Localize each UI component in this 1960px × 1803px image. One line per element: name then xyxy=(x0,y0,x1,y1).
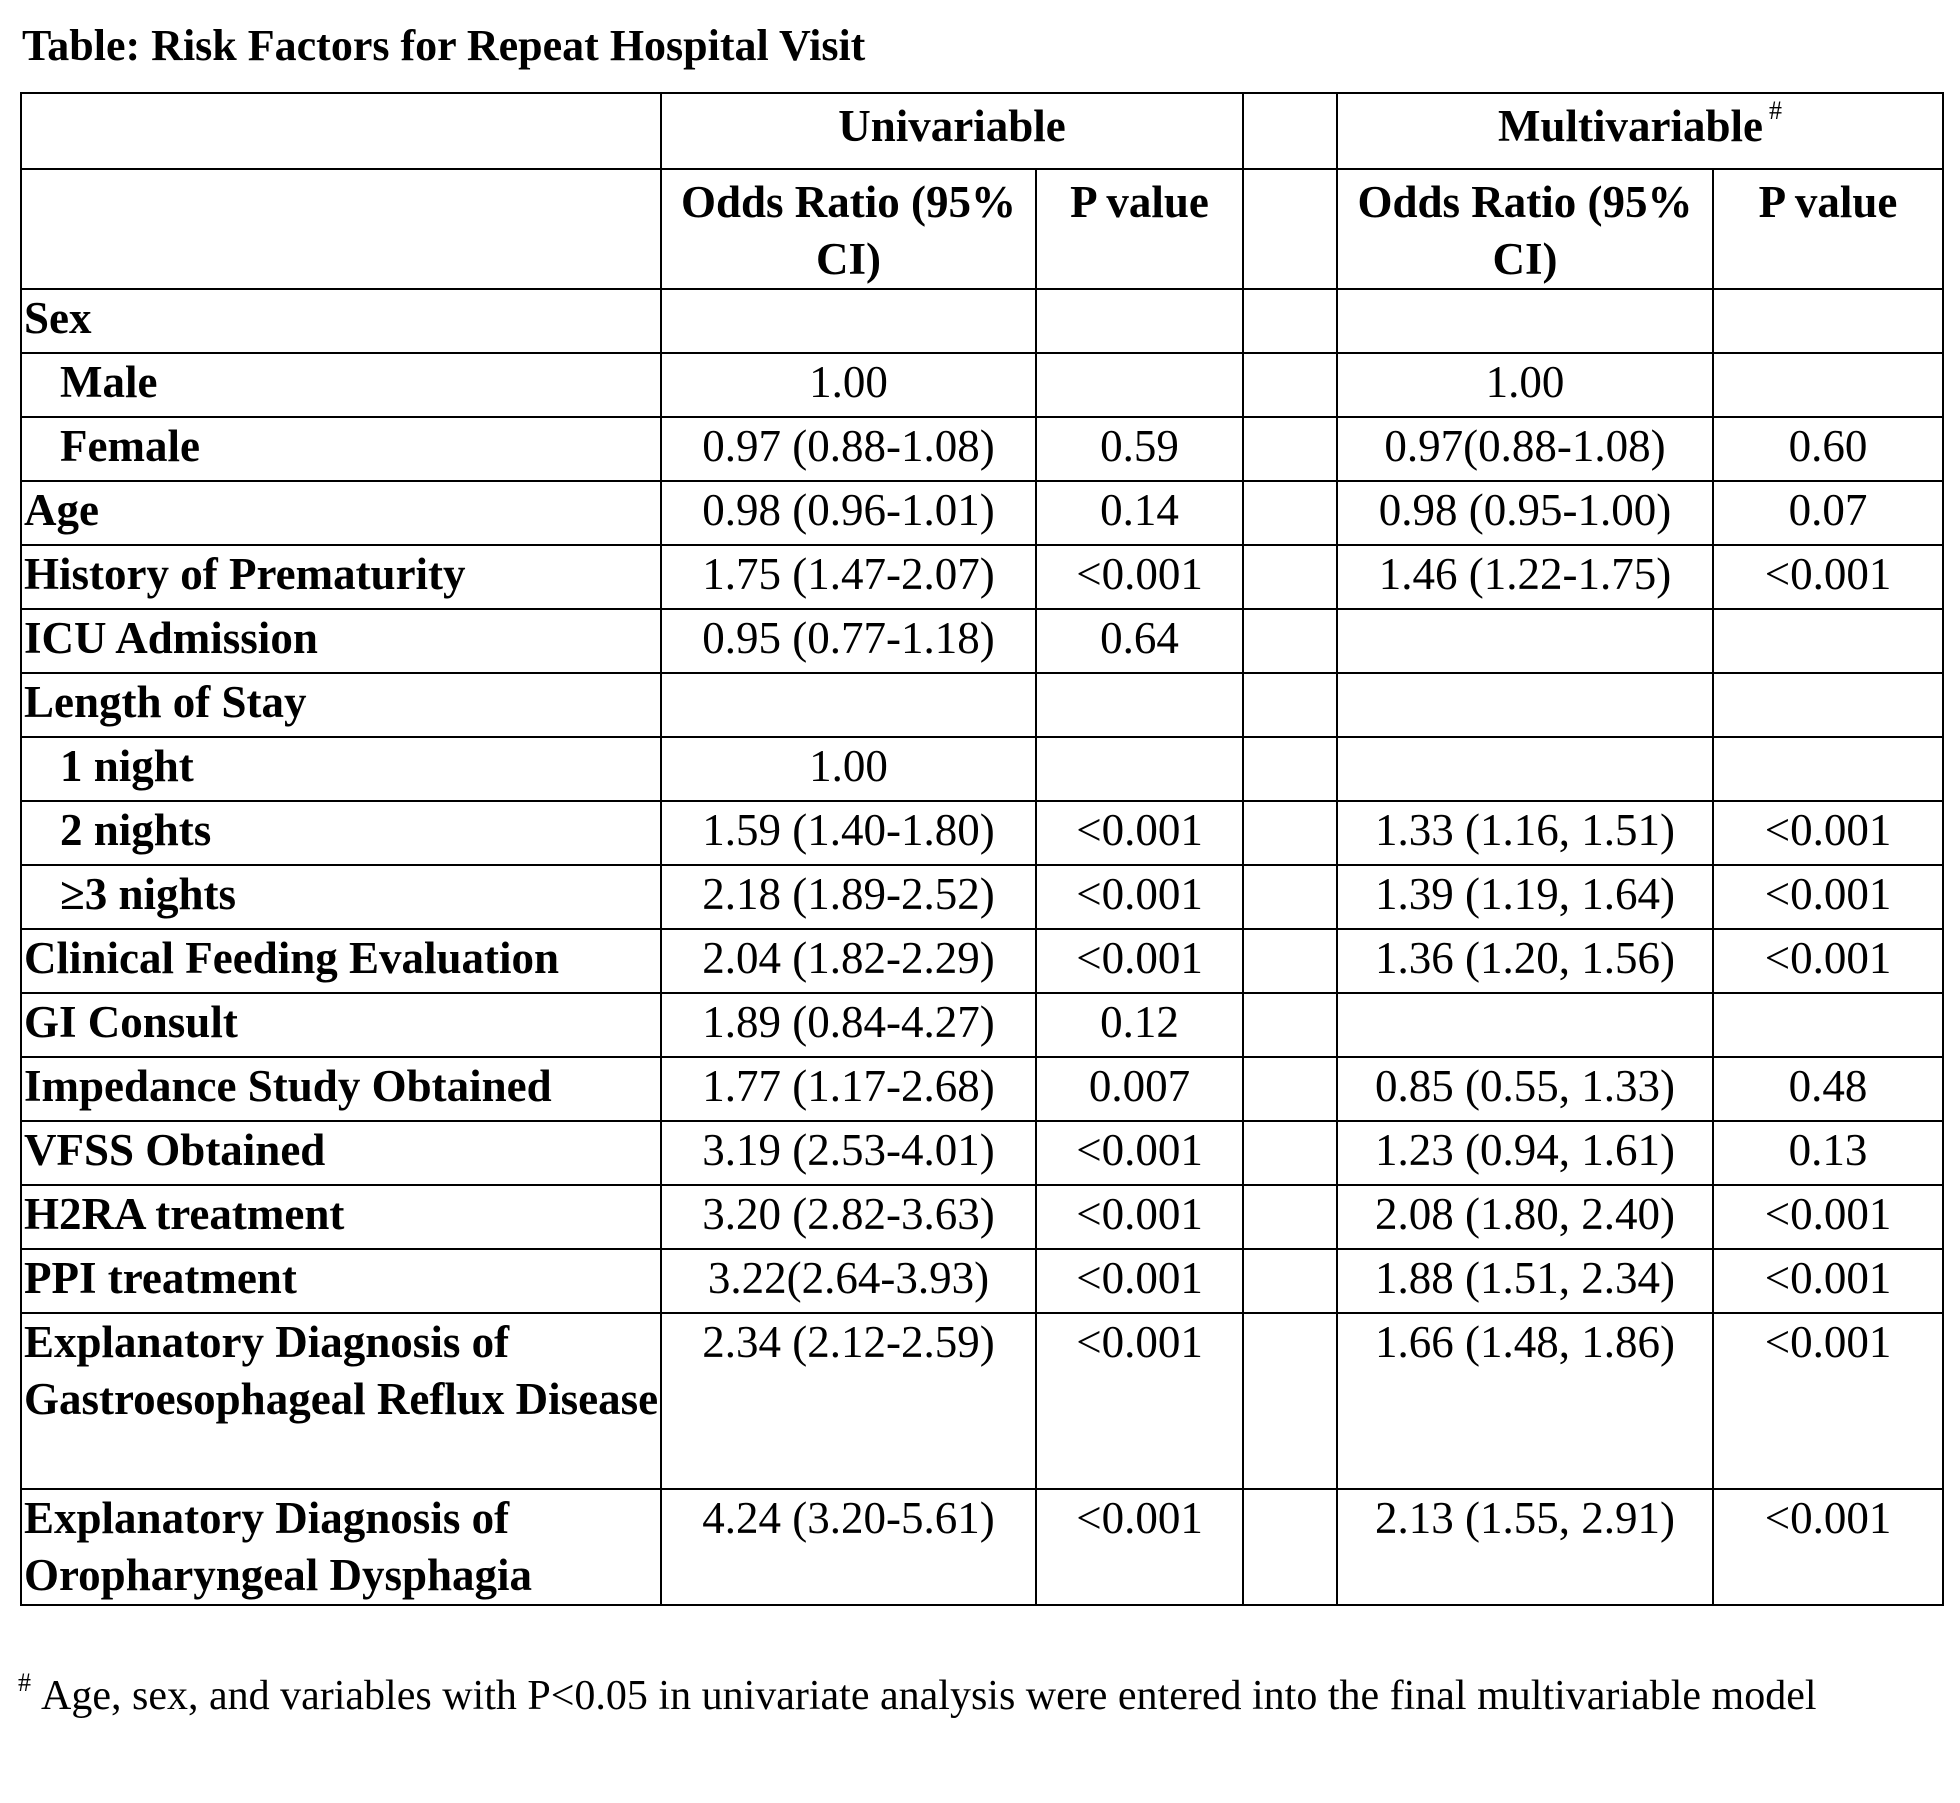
univariable-odds-ratio: 2.18 (1.89-2.52) xyxy=(661,865,1036,929)
spacer-header-cell xyxy=(1243,93,1337,169)
spacer-cell xyxy=(1243,289,1337,353)
spacer-cell xyxy=(1243,545,1337,609)
multivariable-odds-ratio: 1.88 (1.51, 2.34) xyxy=(1337,1249,1713,1313)
univariable-p-value: 0.007 xyxy=(1036,1057,1243,1121)
multivariable-p-value: <0.001 xyxy=(1713,1249,1943,1313)
multivariable-odds-ratio: 0.97(0.88-1.08) xyxy=(1337,417,1713,481)
multivariable-odds-ratio: 2.13 (1.55, 2.91) xyxy=(1337,1489,1713,1605)
table-row xyxy=(21,417,1943,481)
row-label: Length of Stay xyxy=(21,673,661,737)
row-label: Sex xyxy=(21,289,661,353)
multivariable-p-value: 0.13 xyxy=(1713,1121,1943,1185)
table-row xyxy=(21,929,1943,993)
spacer-cell xyxy=(1243,1489,1337,1605)
row-label: History of Prematurity xyxy=(21,545,661,609)
row-label: Female xyxy=(21,417,661,481)
multivariable-p-value: <0.001 xyxy=(1713,1489,1943,1605)
multivariable-p-value-header: P value xyxy=(1713,169,1943,289)
univariable-odds-ratio: 1.89 (0.84-4.27) xyxy=(661,993,1036,1057)
multivariable-odds-ratio: 2.08 (1.80, 2.40) xyxy=(1337,1185,1713,1249)
multivariable-odds-ratio: 0.85 (0.55, 1.33) xyxy=(1337,1057,1713,1121)
multivariable-p-value xyxy=(1713,353,1943,417)
multivariable-p-value: <0.001 xyxy=(1713,1313,1943,1489)
spacer-cell xyxy=(1243,417,1337,481)
multivariable-p-value xyxy=(1713,993,1943,1057)
univariable-p-value xyxy=(1036,353,1243,417)
spacer-header-cell xyxy=(1243,169,1337,289)
univariable-p-value: <0.001 xyxy=(1036,865,1243,929)
spacer-cell xyxy=(1243,1121,1337,1185)
univariable-p-value: <0.001 xyxy=(1036,1249,1243,1313)
multivariable-odds-ratio xyxy=(1337,737,1713,801)
spacer-cell xyxy=(1243,1313,1337,1489)
table-row xyxy=(21,609,1943,673)
row-label: GI Consult xyxy=(21,993,661,1057)
multivariable-odds-ratio xyxy=(1337,609,1713,673)
spacer-cell xyxy=(1243,865,1337,929)
spacer-cell xyxy=(1243,1185,1337,1249)
table-row xyxy=(21,673,1943,737)
univariable-odds-ratio: 1.77 (1.17-2.68) xyxy=(661,1057,1036,1121)
row-label: Explanatory Diagnosis of Gastroesophageal Reflux Disease xyxy=(21,1313,661,1489)
multivariable-p-value xyxy=(1713,737,1943,801)
univariable-p-value: 0.64 xyxy=(1036,609,1243,673)
multivariable-p-value xyxy=(1713,673,1943,737)
row-label: ≥3 nights xyxy=(21,865,661,929)
multivariable-odds-ratio: 1.46 (1.22-1.75) xyxy=(1337,545,1713,609)
row-label: Explanatory Diagnosis of Oropharyngeal Dysphagia xyxy=(21,1489,661,1605)
multivariable-footnote-mark: # xyxy=(1769,96,1782,125)
table-title: Table: Risk Factors for Repeat Hospital Visit xyxy=(22,21,866,70)
univariable-p-value xyxy=(1036,289,1243,353)
table-row xyxy=(21,1313,1943,1489)
spacer-cell xyxy=(1243,1057,1337,1121)
univariable-odds-ratio: 2.04 (1.82-2.29) xyxy=(661,929,1036,993)
multivariable-p-value: 0.60 xyxy=(1713,417,1943,481)
row-label: H2RA treatment xyxy=(21,1185,661,1249)
multivariable-header xyxy=(1337,93,1943,169)
univariable-p-value: <0.001 xyxy=(1036,1121,1243,1185)
table-footnote xyxy=(18,1670,1918,1723)
empty-header-cell xyxy=(21,169,661,289)
univariable-p-value: <0.001 xyxy=(1036,1185,1243,1249)
column-header-row xyxy=(21,169,1943,289)
univariable-odds-ratio: 0.95 (0.77-1.18) xyxy=(661,609,1036,673)
univariable-odds-ratio: 3.22(2.64-3.93) xyxy=(661,1249,1036,1313)
row-label: Age xyxy=(21,481,661,545)
multivariable-p-value: <0.001 xyxy=(1713,1185,1943,1249)
multivariable-p-value: <0.001 xyxy=(1713,545,1943,609)
multivariable-odds-ratio-header: Odds Ratio (95% CI) xyxy=(1337,169,1713,289)
multivariable-odds-ratio: 1.36 (1.20, 1.56) xyxy=(1337,929,1713,993)
univariable-p-value: 0.14 xyxy=(1036,481,1243,545)
spacer-cell xyxy=(1243,801,1337,865)
row-label: VFSS Obtained xyxy=(21,1121,661,1185)
multivariable-p-value: <0.001 xyxy=(1713,801,1943,865)
spacer-cell xyxy=(1243,1249,1337,1313)
univariable-odds-ratio: 1.59 (1.40-1.80) xyxy=(661,801,1036,865)
table-row xyxy=(21,481,1943,545)
spacer-cell xyxy=(1243,993,1337,1057)
univariable-odds-ratio: 2.34 (2.12-2.59) xyxy=(661,1313,1036,1489)
table-row xyxy=(21,801,1943,865)
multivariable-odds-ratio xyxy=(1337,673,1713,737)
univariable-odds-ratio: 1.00 xyxy=(661,353,1036,417)
footnote-text: Age, sex, and variables with P<0.05 in univariate analysis were entered into the final multivariable model xyxy=(41,1673,1817,1719)
univariable-odds-ratio: 1.00 xyxy=(661,737,1036,801)
table-row xyxy=(21,865,1943,929)
univariable-p-value xyxy=(1036,673,1243,737)
multivariable-odds-ratio xyxy=(1337,289,1713,353)
univariable-p-value: <0.001 xyxy=(1036,1313,1243,1489)
spacer-cell xyxy=(1243,481,1337,545)
univariable-odds-ratio: 3.19 (2.53-4.01) xyxy=(661,1121,1036,1185)
univariable-odds-ratio: 1.75 (1.47-2.07) xyxy=(661,545,1036,609)
spacer-cell xyxy=(1243,673,1337,737)
empty-header-cell xyxy=(21,93,661,169)
multivariable-odds-ratio xyxy=(1337,993,1713,1057)
row-label: Impedance Study Obtained xyxy=(21,1057,661,1121)
row-label: ICU Admission xyxy=(21,609,661,673)
univariable-header xyxy=(661,93,1243,169)
table-row xyxy=(21,737,1943,801)
group-header-row xyxy=(21,93,1943,169)
row-label: 1 night xyxy=(21,737,661,801)
row-label: Clinical Feeding Evaluation xyxy=(21,929,661,993)
table-row xyxy=(21,1185,1943,1249)
table-row xyxy=(21,1249,1943,1313)
univariable-odds-ratio: 4.24 (3.20-5.61) xyxy=(661,1489,1036,1605)
table-row xyxy=(21,353,1943,417)
univariable-odds-ratio: 3.20 (2.82-3.63) xyxy=(661,1185,1036,1249)
spacer-cell xyxy=(1243,737,1337,801)
univariable-p-value-header: P value xyxy=(1036,169,1243,289)
univariable-p-value: 0.59 xyxy=(1036,417,1243,481)
univariable-p-value xyxy=(1036,737,1243,801)
multivariable-p-value xyxy=(1713,289,1943,353)
multivariable-odds-ratio: 1.23 (0.94, 1.61) xyxy=(1337,1121,1713,1185)
univariable-odds-ratio-header: Odds Ratio (95% CI) xyxy=(661,169,1036,289)
table-row xyxy=(21,1489,1943,1605)
univariable-odds-ratio: 0.97 (0.88-1.08) xyxy=(661,417,1036,481)
spacer-cell xyxy=(1243,353,1337,417)
univariable-p-value: <0.001 xyxy=(1036,929,1243,993)
univariable-p-value: <0.001 xyxy=(1036,545,1243,609)
univariable-odds-ratio xyxy=(661,289,1036,353)
multivariable-odds-ratio: 1.66 (1.48, 1.86) xyxy=(1337,1313,1713,1489)
spacer-cell xyxy=(1243,609,1337,673)
row-label: PPI treatment xyxy=(21,1249,661,1313)
multivariable-odds-ratio: 1.00 xyxy=(1337,353,1713,417)
table-row xyxy=(21,545,1943,609)
multivariable-p-value: <0.001 xyxy=(1713,929,1943,993)
spacer-cell xyxy=(1243,929,1337,993)
table-row xyxy=(21,1057,1943,1121)
multivariable-odds-ratio: 1.33 (1.16, 1.51) xyxy=(1337,801,1713,865)
row-label: Male xyxy=(21,353,661,417)
table-row xyxy=(21,1121,1943,1185)
multivariable-label: Multivariable xyxy=(1498,101,1763,151)
row-label: 2 nights xyxy=(21,801,661,865)
multivariable-p-value: <0.001 xyxy=(1713,865,1943,929)
univariable-label: Univariable xyxy=(838,101,1066,151)
univariable-p-value: <0.001 xyxy=(1036,1489,1243,1605)
multivariable-p-value: 0.07 xyxy=(1713,481,1943,545)
multivariable-p-value: 0.48 xyxy=(1713,1057,1943,1121)
univariable-odds-ratio: 0.98 (0.96-1.01) xyxy=(661,481,1036,545)
univariable-p-value: <0.001 xyxy=(1036,801,1243,865)
multivariable-p-value xyxy=(1713,609,1943,673)
risk-factors-table xyxy=(20,92,1944,1606)
table-row xyxy=(21,993,1943,1057)
univariable-odds-ratio xyxy=(661,673,1036,737)
table-row xyxy=(21,289,1943,353)
univariable-p-value: 0.12 xyxy=(1036,993,1243,1057)
footnote-mark: # xyxy=(18,1668,31,1697)
multivariable-odds-ratio: 0.98 (0.95-1.00) xyxy=(1337,481,1713,545)
multivariable-odds-ratio: 1.39 (1.19, 1.64) xyxy=(1337,865,1713,929)
